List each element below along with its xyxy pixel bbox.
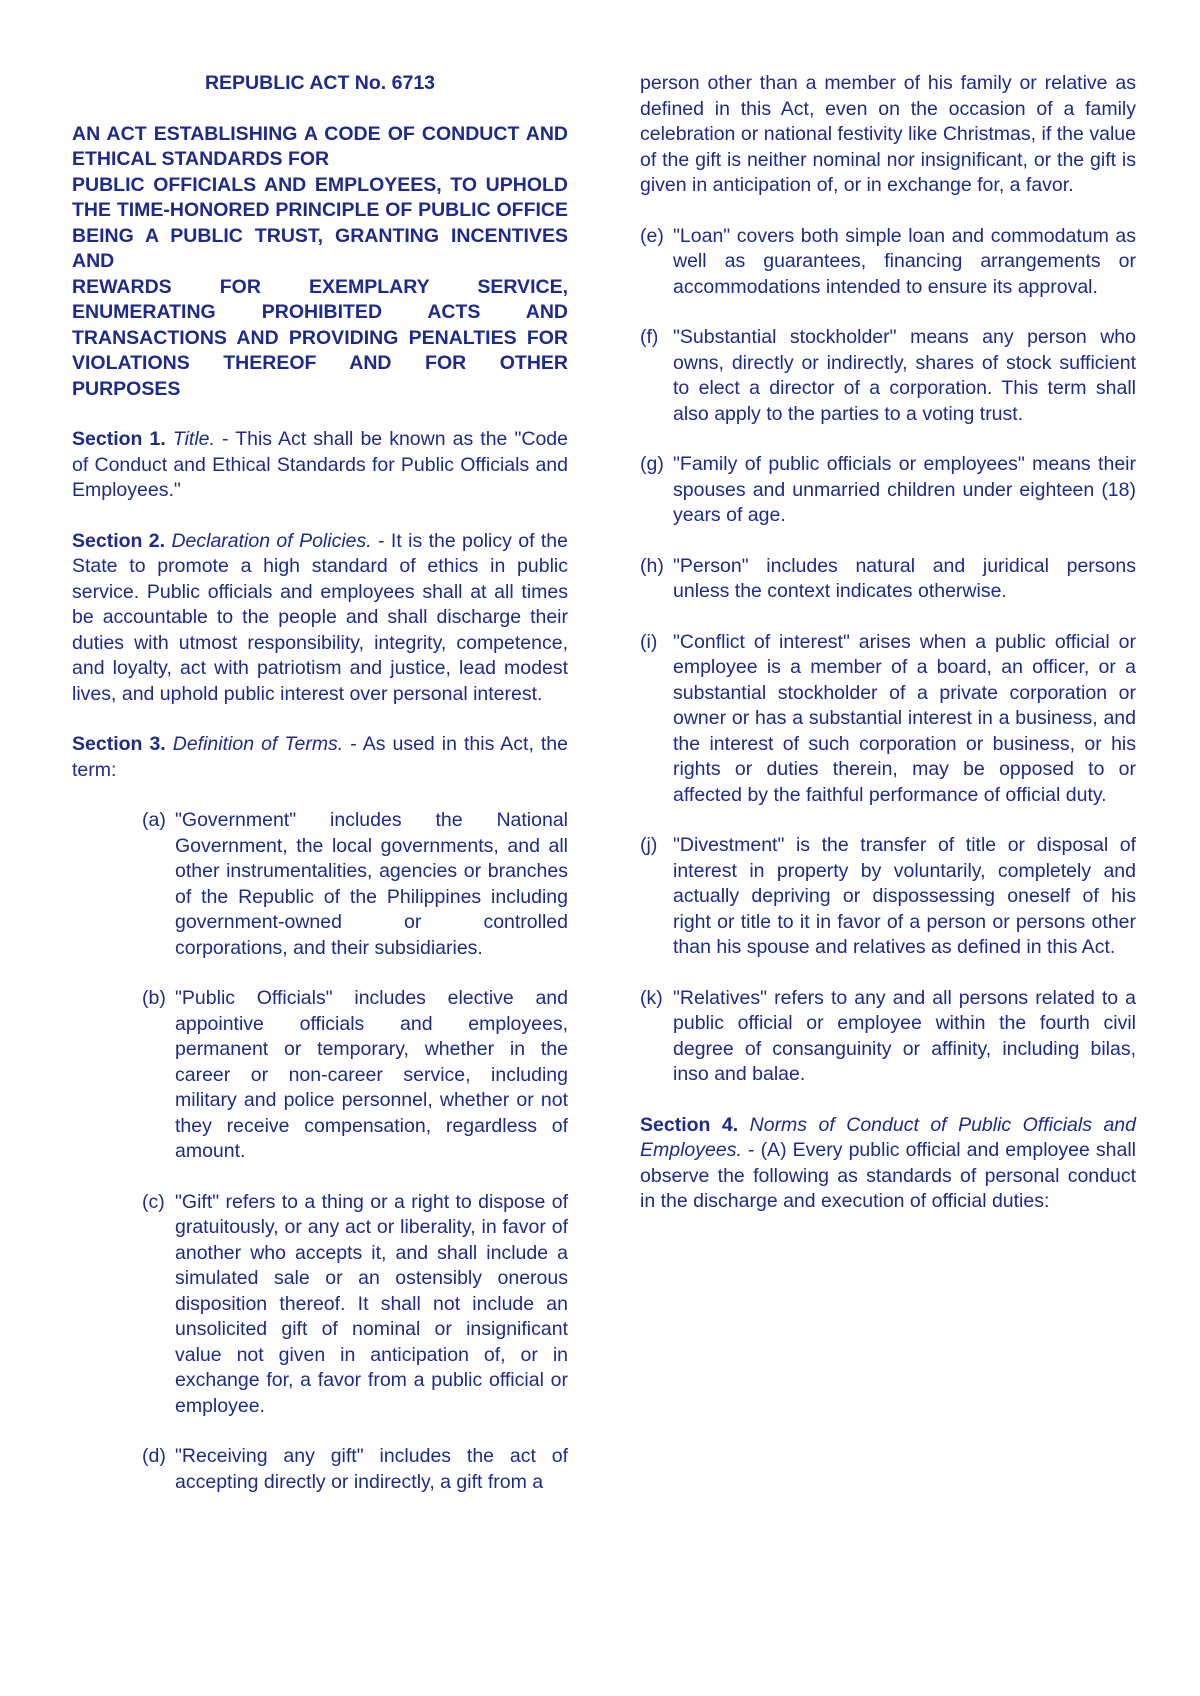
act-heading [72,122,568,403]
item-marker: (a) [142,809,166,831]
item-text: person other than a member of his family or relative as defined in this Act, even on the occasion of a family celebration or national festivity like Christmas, if the value of the gift is neither nominal nor insignificant, or the gift is given in anticipation of, or in exchange for, a favor. [640,72,1136,196]
definition-item-g [640,452,1136,529]
section-1-label: Section 1. [72,428,166,450]
item-marker: (b) [142,987,166,1009]
definition-item-j [640,833,1136,961]
act-title: REPUBLIC ACT No. 6713 [204,72,436,94]
definition-item-b [142,986,568,1165]
left-column [72,71,568,1520]
definition-item-h [640,554,1136,605]
definition-item-a [142,808,568,961]
section-2-text: - It is the policy of the State to promote a high standard of ethics in public service. Public officials and employees shall at all times be accountable to the people and shall discharge their duties with utmost responsibility, integrity, competence, and loyalty, act with patriotism and justice, lead modest lives, and uphold public interest over personal interest. [72,529,568,705]
section-2-label: Section 2. [72,529,166,552]
item-marker: (e) [640,224,664,247]
definition-item-f [640,325,1136,427]
section-3-label: Section 3. [72,733,166,755]
item-text: "Government" includes the National Government, the local governments, and all other instrumentalities, agencies or branches of the Republic of the Philippines including government-owned or controlled corporations, and their subsidiaries. [175,809,568,959]
section-3-name: Definition of Terms. [172,733,344,755]
item-text: "Family of public officials or employees" means their spouses and unmarried children under eighteen (18) years of age. [673,453,1136,526]
section-4-text: - (A) Every public official and employee shall observe the following as standards of personal conduct in the discharge and execution of official duties: [640,1139,1136,1212]
heading-line: REWARDS FOR EXEMPLARY SERVICE, ENUMERATING PROHIBITED ACTS AND TRANSACTIONS AND PROVIDING PENALTIES FOR VIOLATIONS THEREOF AND FOR OTHER PURPOSES [72,275,568,400]
section-3 [72,732,568,783]
definition-item-c [142,1190,568,1420]
section-4 [640,1113,1136,1215]
item-text: "Loan" covers both simple loan and commodatum as well as guarantees, financing arrangements or accommodations intended to ensure its approval. [673,224,1136,298]
heading-line: PUBLIC OFFICIALS AND EMPLOYEES, TO UPHOLD THE TIME-HONORED PRINCIPLE OF PUBLIC OFFICE BEING A PUBLIC TRUST, GRANTING INCENTIVES AND [72,173,568,272]
item-marker: (d) [142,1445,166,1467]
item-text: "Person" includes natural and juridical persons unless the context indicates otherwise. [673,554,1136,602]
section-2 [72,529,568,708]
section-2-name: Declaration of Policies. [171,529,372,552]
item-marker: (i) [640,630,658,653]
item-text: "Relatives" refers to any and all persons related to a public official or employee within the fourth civil degree of consanguinity or affinity, including bilas, inso and balae. [673,986,1136,1085]
section-3-text: - As used in this Act, the term: [72,733,568,781]
definition-item-d-continued [640,71,1136,199]
item-marker: (j) [640,834,658,856]
item-marker: (c) [142,1190,165,1213]
section-1-name: Title. [172,428,215,450]
section-1 [72,427,568,504]
item-marker: (h) [640,554,664,577]
definition-item-i [640,630,1136,809]
section-4-name: Norms of Conduct of Public Officials and Employees. [640,1113,1136,1161]
section-1-text: - This Act shall be known as the "Code of Conduct and Ethical Standards for Public Officials and Employees." [72,428,568,501]
definition-item-e [640,224,1136,301]
item-text: "Receiving any gift" includes the act of accepting directly or indirectly, a gift from a [175,1445,568,1493]
item-text: "Divestment" is the transfer of title or disposal of interest in property by voluntarily, completely and actually depriving or dispossessing oneself of his right or title to it in favor of a person or persons other than his spouse and relatives as defined in this Act. [673,834,1136,958]
item-text: "Conflict of interest" arises when a public official or employee is a member of a board, an officer, or a substantial stockholder of a private corporation or owner or has a substantial interest in a business, and the interest of such corporation or business, or his rights or duties therein, may be opposed to or affected by the faithful performance of official duty. [673,630,1136,806]
section-4-label: Section 4. [640,1113,739,1136]
item-marker: (f) [640,326,659,348]
right-column [640,71,1136,1240]
item-text: "Public Officials" includes elective and appointive officials and employees, permanent or temporary, whether in the career or non-career service, including military and police personnel, whether or not they receive compensation, regardless of amount. [175,987,568,1162]
item-marker: (g) [640,453,664,475]
item-text: "Gift" refers to a thing or a right to dispose of gratuitously, or any act or liberality, in favor of another who accepts it, and shall include a simulated sale or an ostensibly onerous disposition thereof. It shall not include an unsolicited gift of nominal or insignificant value not given in anticipation of, or in exchange for, a favor from a public official or employee. [175,1190,568,1417]
heading-line: AN ACT ESTABLISHING A CODE OF CONDUCT AND ETHICAL STANDARDS FOR [72,122,568,170]
definition-item-d [142,1444,568,1495]
item-marker: (k) [640,986,663,1009]
definition-item-k [640,986,1136,1088]
item-text: "Substantial stockholder" means any person who owns, directly or indirectly, shares of stock sufficient to elect a director of a corporation. This term shall also apply to the parties to a voting trust. [673,326,1136,425]
